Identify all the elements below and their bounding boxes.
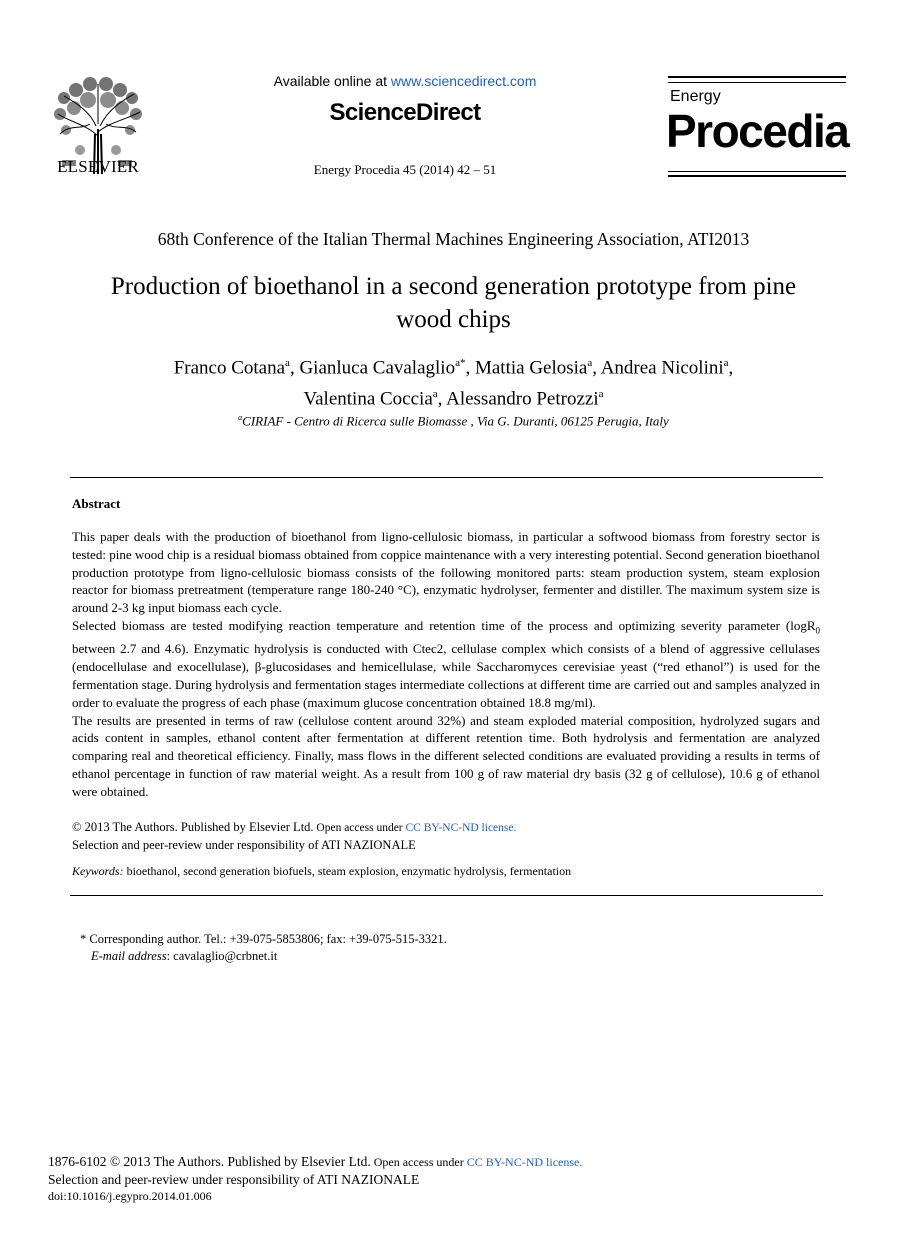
abstract-subscript: 0 (815, 625, 820, 636)
section-divider (70, 477, 823, 478)
author-affiliation-mark: a (598, 388, 604, 401)
journal-citation: Energy Procedia 45 (2014) 42 – 51 (313, 162, 497, 177)
affiliation (40, 413, 867, 429)
copyright-text: © 2013 The Authors. Published by Elsevier Ltd. (72, 820, 314, 834)
author-list (80, 350, 827, 413)
journal-logo-rule (668, 171, 846, 172)
footer-copyright: 1876-6102 © 2013 The Authors. Published by Elsevier Ltd. (48, 1154, 371, 1169)
publisher-name: ELSEVIER (57, 157, 139, 176)
section-divider (70, 895, 823, 896)
keywords (72, 864, 832, 879)
author-separator: , (289, 357, 300, 379)
copyright-block (72, 819, 832, 854)
copyright-line (72, 819, 832, 837)
peer-review-line: Selection and peer-review under responsibility of ATI NAZIONALE (72, 838, 416, 852)
footer-copyright-line (48, 1153, 848, 1171)
footer-license-link[interactable]: CC BY-NC-ND license. (466, 1155, 583, 1169)
author-name: Franco Cotana (173, 357, 286, 379)
paper-title (40, 270, 867, 336)
journal-logo-energy: Energy (670, 88, 721, 105)
footnote-email (80, 948, 840, 965)
abstract-paragraph: This paper deals with the production of bioethanol from ligno-cellulosic biomass, in particular a softwood biomass from forestry sector is tested: pine wood chip is a residual biomass obtained from coppice maintenance with a very interesting potential. Second generation bioethanol production prototype from ligno-cellulosic biomass consists of the following monitored parts: steam production system, steam explosion reactor for biomass pretreatment (temperature range 180-240 °C), enzymatic hydrolyser, fermenter and distiller. The maximum system size is around 2-3 kg input biomass each cycle. (72, 529, 820, 616)
author-name: Gianluca Cavalaglio (299, 357, 456, 379)
author-line (80, 381, 827, 412)
abstract-paragraph: The results are presented in terms of raw (cellulose content around 32%) and steam exploded material composition, hydrolyzed sugars and acids content in samples, ethanol content after fermentation at different retention time. Both hydrolysis and fermentation are analyzed comparing real and theoretical efficiency. Finally, mass flows in the different selected conditions are evaluated providing a results in terms of ethanol percentage in function of raw material weight. As a result from 100 g of raw material dry basis (32 g of cellulose), 10.6 g of ethanol were obtained. (72, 712, 820, 799)
keywords-label: Keywords: (72, 864, 124, 878)
author-affiliation-mark: a (432, 388, 438, 401)
author-affiliation-mark: a (723, 357, 729, 369)
platform-brand: ScienceDirect (329, 99, 481, 126)
open-access-text: Open access under (313, 822, 406, 834)
license-link[interactable]: CC BY-NC-ND license. (405, 822, 517, 834)
available-prefix: Available online at (273, 73, 387, 89)
author-separator: , (465, 357, 475, 379)
author-name: Alessandro Petrozzi (446, 388, 599, 410)
email-address: : cavalaglio@crbnet.it (166, 948, 278, 963)
journal-logo-rule (668, 175, 846, 177)
author-separator: , (592, 357, 601, 379)
sciencedirect-link[interactable]: www.sciencedirect.com (390, 73, 537, 89)
journal-logo-rule (668, 82, 846, 83)
doi[interactable]: doi:10.1016/j.egypro.2014.01.006 (48, 1189, 212, 1203)
author-name: Mattia Gelosia (474, 357, 588, 379)
affiliation-mark: a (238, 413, 243, 422)
corresponding-author-footnote (80, 931, 840, 964)
abstract-text: between 2.7 and 4.6). Enzymatic hydrolysis is conducted with Ctec2, cellulase complex which consists of a blend of aggressive cellulases (endocellulase and exocellulase), β-glucosidases and hemicellulase, while Saccharomyces cerevisiae yeast (“red ethanol”) is used for the fermentation stage. During hydrolysis and fermentation stages intermediate collections at different time are carried out and samples analyzed in order to evaluate the progress of each phase (maximum glucose concentration obtained 18.8 mg/ml). (72, 641, 820, 710)
footer-open-access: Open access under (370, 1155, 467, 1169)
affiliation-text: CIRIAF - Centro di Ricerca sulle Biomasse , Via G. Duranti, 06125 Perugia, Italy (242, 413, 669, 429)
footer-peer-review: Selection and peer-review under responsibility of ATI NAZIONALE (48, 1172, 420, 1187)
keywords-list: bioethanol, second generation biofuels, steam explosion, enzymatic hydrolysis, fermentation (123, 864, 572, 878)
footnote-contact: * Corresponding author. Tel.: +39-075-5853806; fax: +39-075-515-3321. (80, 932, 447, 946)
author-separator: , (728, 357, 734, 379)
available-online (200, 73, 610, 89)
page-footer (48, 1153, 848, 1205)
title-line: wood chips (396, 306, 511, 333)
journal-logo-procedia: Procedia (666, 105, 849, 157)
abstract-body (72, 528, 820, 801)
abstract-paragraph (72, 617, 820, 712)
journal-logo-rule (668, 76, 846, 78)
author-separator: , (437, 388, 447, 410)
title-line: Production of bioethanol in a second generation prototype from pine (110, 273, 797, 300)
conference-name: 68th Conference of the Italian Thermal Machines Engineering Association, ATI2013 (157, 229, 750, 249)
abstract-heading: Abstract (72, 496, 121, 511)
abstract-text: Selected biomass are tested modifying reaction temperature and retention time of the process and optimizing severity parameter (logR (72, 617, 816, 633)
author-name: Andrea Nicolini (600, 357, 724, 379)
author-affiliation-mark: a* (455, 357, 466, 369)
author-affiliation-mark: a (285, 357, 290, 369)
email-label: E-mail address (91, 948, 167, 963)
author-name: Valentina Coccia (303, 388, 433, 410)
author-affiliation-mark: a (587, 357, 593, 369)
author-line (80, 350, 827, 381)
